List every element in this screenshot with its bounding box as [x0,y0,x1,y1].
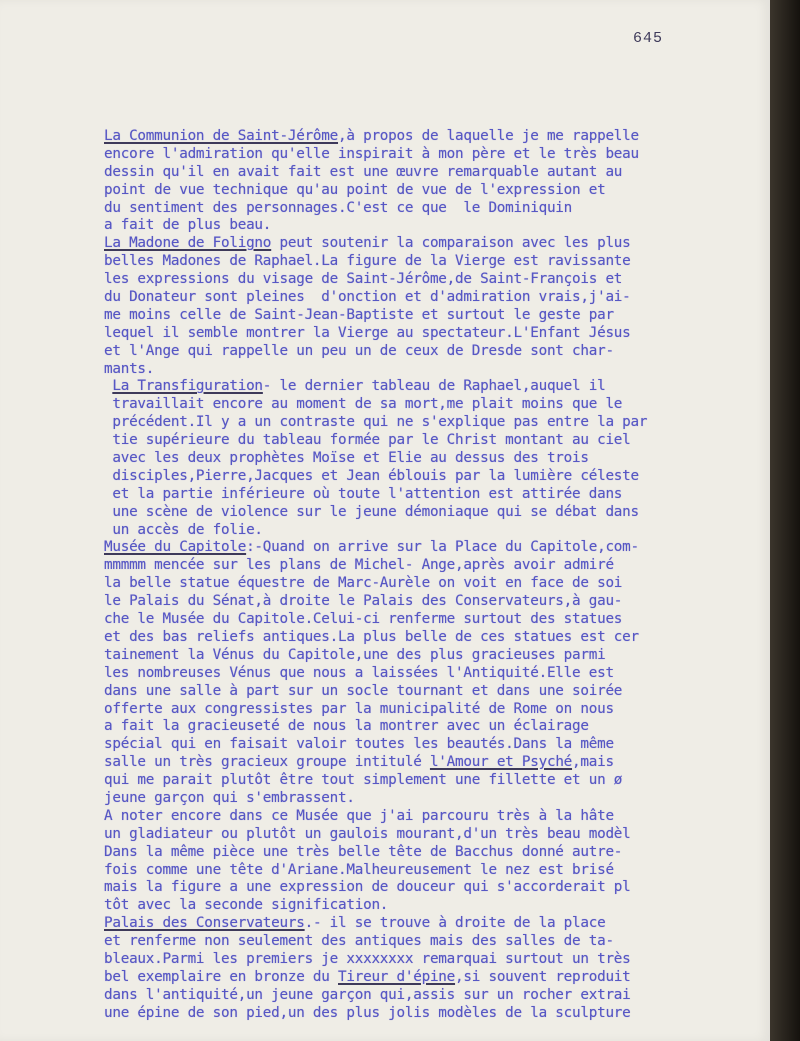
text-segment: tainement la Vénus du Capitole,une des plus gracieuses parmi [104,646,606,663]
text-line [104,701,756,719]
text-line [104,647,756,665]
text-segment: et des bas reliefs antiques.La plus belle de ces statues est cer [104,628,639,645]
paragraph [104,378,756,539]
text-line [104,933,756,951]
text-line [104,611,756,629]
text-segment: dans une salle à part sur un socle tournant et dans une soirée [104,682,623,699]
text-segment: a fait la gracieuseté de nous la montrer avec un éclairage [104,718,589,735]
text-segment: a fait de plus beau. [104,217,272,234]
text-line [104,396,756,414]
text-segment: la belle statue équestre de Marc-Aurèle on voit en face de soi [104,575,623,592]
text-segment: mmmmm mencée sur les plans de Michel- Ange,après avoir admiré [104,557,614,574]
text-segment: les nombreuses Vénus que nous a laissées l'Antiquité.Elle est [104,664,614,681]
text-line [104,343,756,361]
text-segment: :-Quand on arrive sur la Place du Capitole,com- [246,539,639,556]
text-line [104,486,756,504]
underlined-heading: La Transfiguration [112,378,263,395]
text-line [104,665,756,683]
text-segment: .- il se trouve à droite de la place [304,915,606,932]
text-segment: dessin qu'il en avait fait est une œuvre remarquable autant au [104,163,623,180]
text-line [104,683,756,701]
text-segment: les expressions du visage de Saint-Jérôme,de Saint-François et [104,271,623,288]
text-segment: travaillait encore au moment de sa mort,me plait moins que le [104,396,623,413]
paragraph [104,128,756,235]
text-line [104,271,756,289]
text-segment: et renferme non seulement des antiques mais des salles de ta- [104,933,614,950]
text-segment: un gladiateur ou plutôt un gaulois mourant,d'un très beau modèl [104,825,631,842]
text-segment: point de vue technique qu'au point de vue de l'expression et [104,181,606,198]
text-line [104,217,756,235]
text-segment: et la partie inférieure où toute l'attention est attirée dans [104,485,623,502]
text-line [104,200,756,218]
text-line [104,450,756,468]
text-segment: lequel il semble montrer la Vierge au spectateur.L'Enfant Jésus [104,324,631,341]
text-line [104,164,756,182]
text-segment: avec les deux prophètes Moïse et Elie au dessus des trois [104,450,589,467]
text-segment: Dans la même pièce une très belle tête de Bacchus donné autre- [104,843,623,860]
text-segment: ,à propos de laquelle je me rappelle [338,128,639,144]
text-segment: belles Madones de Raphael.La figure de la Vierge est ravissante [104,253,631,270]
text-line [104,289,756,307]
paragraph [104,808,756,915]
text-line [104,754,756,772]
underlined-heading: La Madone de Foligno [104,235,272,252]
underlined-heading: l'Amour et Psyché [429,754,573,771]
text-line [104,808,756,826]
text-segment: mais la figure a une expression de douceur qui s'accorderait pl [104,879,631,896]
text-segment: mants. [104,360,155,377]
text-line [104,736,756,754]
text-segment: un accès de folie. [104,521,263,538]
text-segment: jeune garçon qui s'embrassent. [104,789,355,806]
text-line [104,593,756,611]
text-segment: tie supérieure du tableau formée par le Christ montant au ciel [104,432,631,449]
text-segment: qui me parait plutôt être tout simplement une fillette et un ø [104,772,623,789]
text-line [104,307,756,325]
text-segment: peut soutenir la comparaison avec les plus [271,235,631,252]
text-line [104,772,756,790]
text-segment: disciples,Pierre,Jacques et Jean éblouis par la lumière céleste [104,467,639,484]
text-line [104,897,756,915]
text-segment: du sentiment des personnages.C'est ce que le Dominiquin [104,199,573,216]
text-segment: le Palais du Sénat,à droite le Palais des Conservateurs,à gau- [104,593,623,610]
scan-background-edge [770,0,800,1041]
text-segment: du Donateur sont pleines d'onction et d'admiration vrais,j'ai- [104,289,631,306]
paragraph [104,915,756,1022]
underlined-heading: Musée du Capitole [104,539,247,556]
text-line [104,468,756,486]
text-line [104,432,756,450]
underlined-heading: Palais des Conservateurs [104,915,305,932]
text-line [104,557,756,575]
text-segment: bleaux.Parmi les premiers je xxxxxxxx remarquai surtout un très [104,950,631,967]
text-line [104,361,756,379]
text-line [104,879,756,897]
text-line [104,522,756,540]
text-line [104,987,756,1005]
text-line [104,325,756,343]
text-line [104,951,756,969]
text-line [104,718,756,736]
text-segment: bel exemplaire en bronze du [104,968,339,985]
page-body [104,128,756,1023]
text-segment: A noter encore dans ce Musée que j'ai parcouru très à la hâte [104,807,614,824]
page-number: 645 [633,30,664,47]
text-segment: et l'Ange qui rappelle un peu un de ceux de Dresde sont char- [104,342,614,359]
text-segment: encore l'admiration qu'elle inspirait à mon père et le très beau [104,145,639,162]
text-line [104,504,756,522]
text-segment: dans l'antiquité,un jeune garçon qui,assis sur un rocher extrai [104,986,631,1003]
underlined-heading: La Communion de Saint-Jérôme [104,128,339,144]
text-line [104,539,756,557]
text-segment: fois comme une tête d'Ariane.Malheureusement le nez est brisé [104,861,614,878]
text-line [104,1005,756,1023]
text-segment: une épine de son pied,un des plus jolis modèles de la sculpture [104,1004,631,1021]
text-line [104,862,756,880]
text-line [104,844,756,862]
text-line [104,146,756,164]
text-segment: me moins celle de Saint-Jean-Baptiste et surtout le geste par [104,306,614,323]
text-segment: précédent.Il y a un contraste qui ne s'explique pas entre la par [104,414,648,431]
text-line [104,629,756,647]
text-line [104,253,756,271]
paragraph [104,539,756,807]
text-line [104,128,756,146]
text-line [104,378,756,396]
text-segment: salle un très gracieux groupe intitulé [104,754,430,771]
text-line [104,182,756,200]
underlined-heading: Tireur d'épine [338,968,456,985]
text-segment: ,mais [572,754,614,771]
text-line [104,969,756,987]
text-segment: offerte aux congressistes par la municipalité de Rome on nous [104,700,614,717]
text-segment: tôt avec la seconde signification. [104,897,389,914]
text-line [104,826,756,844]
text-line [104,414,756,432]
text-segment: - le dernier tableau de Raphael,auquel il [262,378,606,395]
text-segment: ,si souvent reproduit [455,968,631,985]
paragraph [104,235,756,378]
text-line [104,915,756,933]
text-line [104,235,756,253]
text-line [104,790,756,808]
text-line [104,575,756,593]
text-segment: che le Musée du Capitole.Celui-ci renferme surtout des statues [104,611,623,628]
text-segment: une scène de violence sur le jeune démoniaque qui se débat dans [104,503,639,520]
text-segment: spécial qui en faisait valoir toutes les beautés.Dans la même [104,736,614,753]
